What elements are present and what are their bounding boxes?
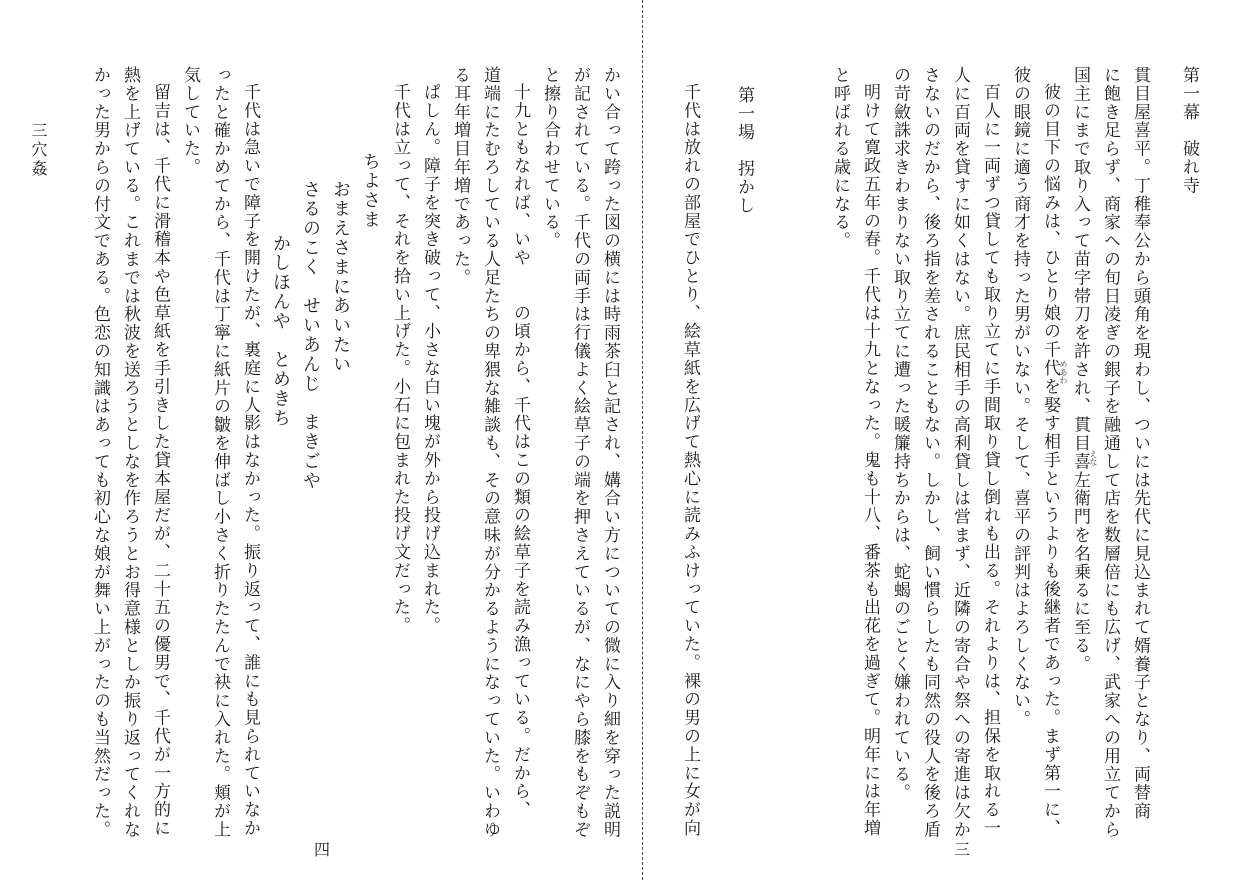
ruby-annotation: えな (1089, 450, 1098, 466)
left-text-column: 道端にたむろしている人足たちの卑猥な雑談も、その意味が分かるようになっていた。いわゆ (480, 66, 500, 839)
left-text-column: かしほんや とめきち (270, 234, 291, 428)
book-title-header: 三穴姦 (29, 122, 48, 179)
right-text-column: 明けて寛政五年の春。千代は十九となった。鬼も十八、番茶も出花を過ぎて。明年には年増 (860, 83, 880, 838)
left-text-column: かった男からの付文である。色恋の知識はあっても初心な娘が舞い上がったのも当然だった。 (90, 66, 110, 839)
left-text-column: る耳年増目年増であった。 (450, 66, 470, 287)
right-text-column: の苛斂誅求きわまりない取り立てに遭った暖簾持ちからは、蛇蝎のごとく嫌われている。 (890, 66, 910, 802)
left-text-column: ちよさま (360, 152, 381, 230)
left-text-column: ったと確かめてから、千代は丁寧に紙片の皺を伸ばし小さく折りたたんで袂に入れた。頬が上 (210, 66, 230, 839)
left-text-column: 十九ともなれば、いや の頃から、千代はこの類の絵草子を読み漁っている。だから、 (510, 83, 530, 819)
left-text-column: さるのこく せいあんじ まきごや (300, 180, 321, 491)
page-number-left: 四 (314, 840, 331, 859)
left-text-column: と擦り合わせている。 (540, 66, 560, 250)
left-text-column: 千代は立って、それを拾い上げた。小石に包まれた投げ文だった。 (390, 83, 410, 635)
right-text-column: 国主にまで取り入って苗字帯刀を許され、貫目喜左衛門を名乗るに至る。 (1070, 66, 1090, 674)
left-text-column: が記されている。千代の両手は行儀よく絵草子の端を押さえているが、なにやら膝をもぞもぞ (570, 66, 590, 839)
left-text-column: ぱしん。障子を突き破って、小さな白い塊が外から投げ込まれた。 (420, 83, 440, 635)
left-text-column: おまえさまにあいたい (330, 180, 351, 374)
right-text-column: 貫目屋喜平。丁稚奉公から頭角を現わし、ついには先代に見込まれて婿養子となり、両替商 (1130, 66, 1150, 821)
left-text-column: かい合って跨った図の横には時雨茶臼と記され、媾合い方についての微に入り細を穿った説明 (600, 66, 620, 839)
right-text-column: 彼の目下の悩みは、ひとり娘の千代を娶す相手というよりも後継者であった。まず第一に、 (1040, 83, 1060, 838)
ruby-annotation: めあわ (1059, 360, 1068, 384)
right-page (644, 0, 1260, 880)
left-text-column: 気していた。 (180, 66, 200, 177)
right-text-column: 第一幕 破れ寺 (1179, 66, 1199, 195)
right-text-column: 千代は放れの部屋でひとり、絵草紙を広げて熱心に読みふけっていた。裸の男の上に女が向 (680, 83, 700, 838)
right-text-column: に飽き足らず、商家への旬日凌ぎの銀子を融通して店を数層倍にも広げ、武家への用立てから (1100, 66, 1120, 839)
page-fold-line (642, 0, 643, 880)
right-text-column: と呼ばれる歳になる。 (830, 66, 850, 250)
right-text-column: 第一場 拐かし (734, 86, 754, 215)
right-text-column: 人に百両を貸すに如くはない。庶民相手の高利貸しは営まず、近隣の寄合や祭への寄進は欠か (950, 66, 970, 839)
right-text-column: さないのだから、後ろ指を差されることもない。しかし、飼い慣らしたも同然の役人を後ろ盾 (920, 66, 940, 839)
left-text-column: 留吉は、千代に滑稽本や色草紙を手引きした貸本屋だが、二十五の優男で、千代が一方的に (150, 83, 170, 838)
left-text-column: 千代は急いで障子を開けたが、裏庭に人影はなかった。振り返って、誰にも見られていなか (240, 83, 260, 838)
left-text-column: 熱を上げている。これまでは秋波を送ろうとしなを作ろうとお得意様としか振り返ってくれな (120, 66, 140, 839)
right-text-column: 彼の眼鏡に適う商才を持った男がいない。そして、喜平の評判はよろしくない。 (1010, 66, 1030, 729)
page-number-right: 三 (954, 840, 971, 859)
right-text-column: 百人に一両ずつ貸しても取り立てに手間取り貸し倒れも出る。それよりは、担保を取れる一 (980, 83, 1000, 838)
